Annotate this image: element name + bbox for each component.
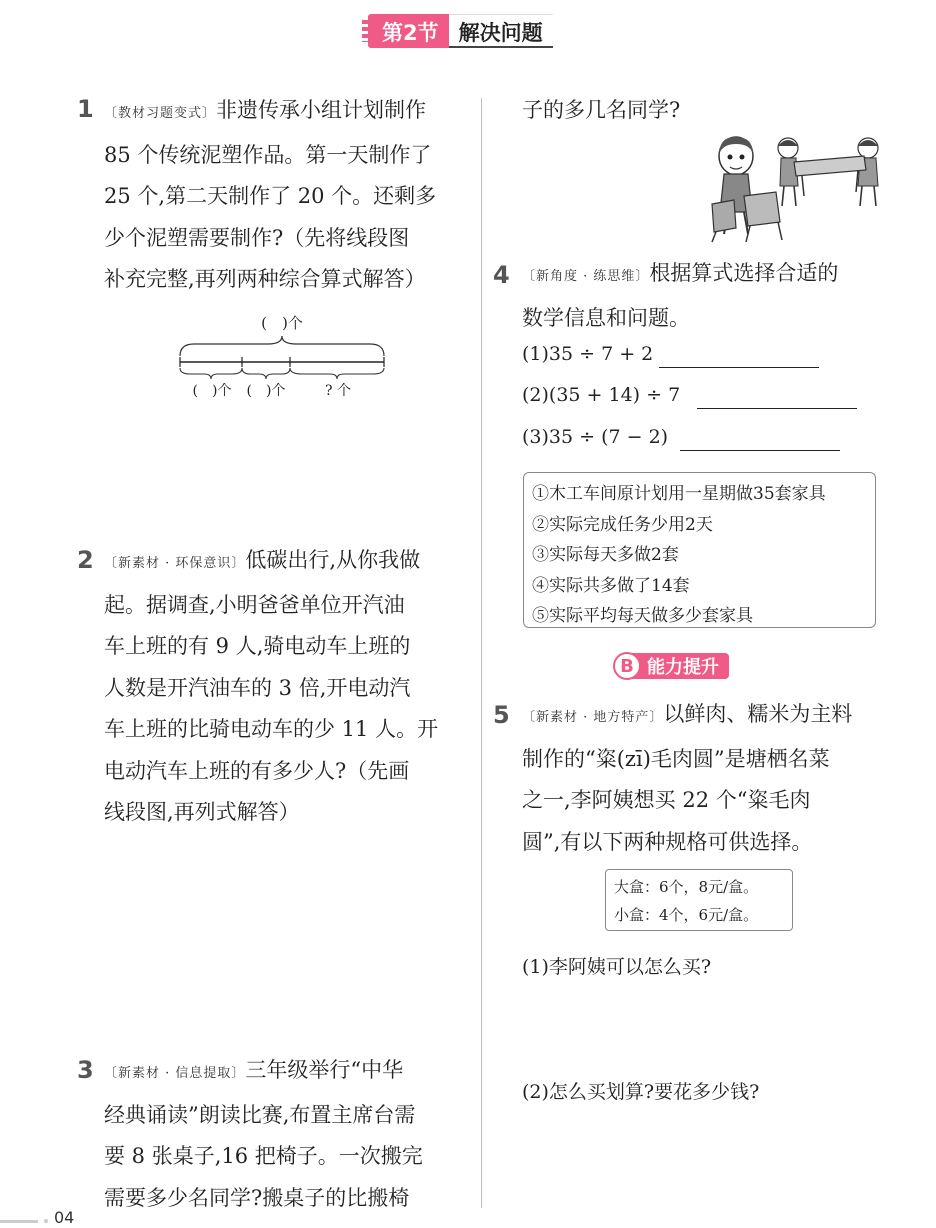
problem-5-tag: 〔新素材 · 地方特产〕 bbox=[522, 710, 664, 725]
answer-blank-3[interactable] bbox=[680, 450, 840, 451]
problem-3-line: 子的多几名同学? bbox=[522, 98, 681, 122]
info-options-box bbox=[523, 472, 876, 628]
formula-2: (2)(35 + 14) ÷ 7 bbox=[522, 384, 681, 406]
problem-3-line: 经典诵读”朗读比赛,布置主席台需 bbox=[104, 1102, 416, 1127]
problem-3-line: 需要多少名同学?搬桌子的比搬椅 bbox=[104, 1185, 410, 1210]
problem-2-line: 车上班的比骑电动车的少 11 人。开 bbox=[104, 717, 439, 741]
column-divider bbox=[481, 98, 482, 1208]
info-option: ③实际每天多做2套 bbox=[532, 545, 679, 565]
problem-1-line: 补充完整,再列两种综合算式解答） bbox=[104, 267, 426, 291]
diagram-top-label: ( )个 bbox=[261, 314, 303, 332]
problem-5-line: 以鲜肉、糯米为主料 bbox=[663, 702, 853, 726]
spec-small-box: 小盒：4个，6元/盒。 bbox=[614, 906, 759, 924]
problem-1-tag: 〔教材习题变式〕 bbox=[104, 106, 217, 121]
info-option: ②实际完成任务少用2天 bbox=[532, 514, 713, 535]
problem-2-text bbox=[104, 540, 466, 834]
page-number: 04 bbox=[54, 1208, 75, 1227]
info-option: ④实际共多做了14套 bbox=[532, 575, 690, 596]
answer-blank-2[interactable] bbox=[697, 408, 857, 409]
problem-3-continuation bbox=[522, 90, 680, 132]
problem-2-line: 低碳出行,从你我做 bbox=[245, 548, 421, 572]
problem-2-line: 车上班的有 9 人,骑电动车上班的 bbox=[104, 634, 411, 658]
spec-box bbox=[605, 869, 793, 931]
sub-question-2: (2)怎么买划算?要花多少钱? bbox=[522, 1081, 760, 1103]
problem-2-line: 线段图,再列式解答） bbox=[104, 800, 300, 824]
formula-3: (3)35 ÷ (7 − 2) bbox=[522, 426, 669, 448]
section-b-label: 能力提升 bbox=[631, 653, 729, 679]
page-footer bbox=[0, 1206, 120, 1228]
problem-3-line: 要 8 张桌子,16 把椅子。一次搬完 bbox=[104, 1144, 423, 1168]
diagram-bottom-label: ( )个 bbox=[192, 383, 232, 399]
spec-large-box: 大盒：6个，8元/盒。 bbox=[614, 878, 759, 896]
section-b-letter: B bbox=[613, 652, 641, 680]
info-option: ①木工车间原计划用一星期做35套家具 bbox=[532, 484, 826, 504]
section-title: 解决问题 bbox=[449, 14, 553, 48]
problem-5-line: 圆”,有以下两种规格可供选择。 bbox=[522, 829, 813, 854]
answer-blank-1[interactable] bbox=[659, 367, 819, 368]
top-brace bbox=[180, 336, 384, 356]
problem-2-number: 2 bbox=[77, 546, 94, 574]
section-header bbox=[368, 14, 553, 48]
problem-4-text bbox=[522, 253, 882, 339]
diagram-bottom-label: ? 个 bbox=[325, 383, 351, 399]
problem-3-text bbox=[104, 1050, 466, 1219]
problem-5-number: 5 bbox=[493, 701, 510, 729]
formula-1: (1)35 ÷ 7 + 2 bbox=[522, 343, 654, 365]
problem-2-tag: 〔新素材 · 环保意识〕 bbox=[104, 556, 246, 571]
info-option: ⑤实际平均每天做多少套家具 bbox=[532, 606, 753, 626]
problem-4-line: 数学信息和问题。 bbox=[522, 305, 690, 330]
problem-5-text bbox=[522, 694, 882, 863]
problem-2-line: 电动汽车上班的有多少人?（先画 bbox=[104, 758, 410, 783]
problem-2-line: 起。据调查,小明爸爸单位开汽油 bbox=[104, 592, 405, 617]
children-moving-furniture-illustration bbox=[706, 134, 886, 244]
bottom-brace bbox=[180, 368, 242, 379]
problem-4-number: 4 bbox=[493, 261, 510, 289]
problem-3-line: 三年级举行“中华 bbox=[245, 1058, 404, 1082]
problem-4-line: 根据算式选择合适的 bbox=[649, 261, 839, 285]
diagram-bottom-label: ( )个 bbox=[246, 383, 286, 399]
bottom-brace bbox=[290, 368, 384, 379]
footer-dot bbox=[44, 1219, 48, 1223]
problem-4-tag: 〔新角度 · 练思维〕 bbox=[522, 269, 650, 284]
bottom-brace bbox=[242, 368, 290, 379]
problem-1-line: 少个泥塑需要制作?（先将线段图 bbox=[104, 225, 410, 250]
problem-1-number: 1 bbox=[77, 95, 94, 123]
problem-1-text bbox=[104, 90, 466, 301]
section-label: 第2节 bbox=[368, 14, 449, 48]
segment-diagram bbox=[170, 306, 400, 402]
problem-2-line: 人数是开汽油车的 3 倍,开电动汽 bbox=[104, 675, 411, 700]
problem-5-line: 之一,李阿姨想买 22 个“粢毛肉 bbox=[522, 788, 811, 812]
problem-1-line: 85 个传统泥塑作品。第一天制作了 bbox=[104, 142, 432, 167]
problem-3-number: 3 bbox=[77, 1056, 94, 1084]
problem-3-tag: 〔新素材 · 信息提取〕 bbox=[104, 1066, 246, 1081]
problem-1-line: 非遗传承小组计划制作 bbox=[216, 98, 427, 122]
sub-question-1: (1)李阿姨可以怎么买? bbox=[522, 956, 712, 978]
problem-5-line: 制作的“粢(zī)毛肉圆”是塘栖名菜 bbox=[522, 746, 830, 771]
problem-1-line: 25 个,第二天制作了 20 个。还剩多 bbox=[104, 184, 437, 208]
footer-rule bbox=[0, 1220, 38, 1223]
boys-with-table bbox=[778, 138, 878, 206]
section-b-header bbox=[613, 652, 729, 680]
